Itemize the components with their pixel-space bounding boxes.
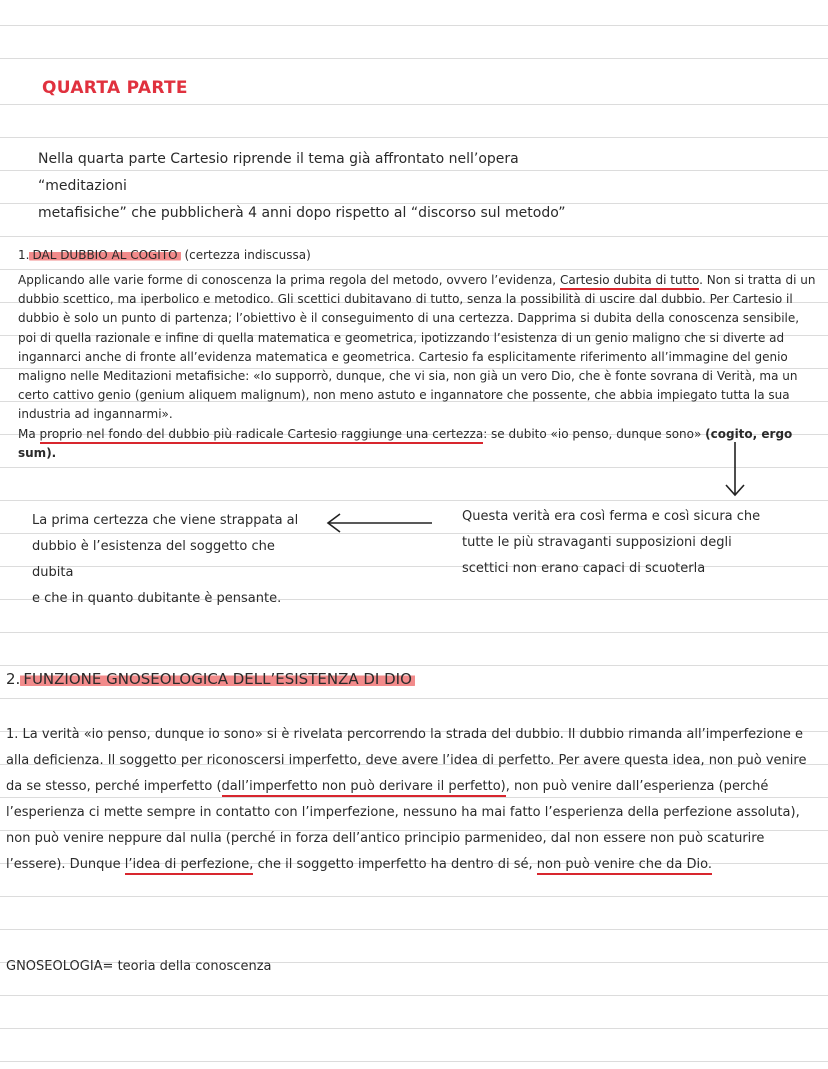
section1-subheading: (certezza indiscussa) [184, 248, 311, 262]
note-line: dubbio è l’esistenza del soggetto che dubita [32, 539, 275, 580]
section2-body [6, 722, 818, 878]
section2-number: 2. [6, 670, 21, 688]
note-line: e che in quanto dubitante è pensante. [32, 591, 282, 606]
underlined-phrase: dall’imperfetto non può derivare il perfetto) [222, 779, 506, 797]
note-line: scettici non erano capaci di scuoterla [462, 561, 706, 576]
section1-title-highlight: DAL DUBBIO AL COGITO [29, 248, 180, 262]
body-text: : se dubito «io penso, dunque sono» [483, 426, 706, 441]
section1-number: 1. [18, 248, 30, 262]
underlined-phrase: l’idea di perfezione, [125, 857, 254, 875]
section-title: QUARTA PARTE [42, 78, 188, 98]
note-line: Questa verità era così ferma e così sicura che [462, 509, 761, 524]
body-text: . Non si tratta di un dubbio scettico, ma iperbolico e metodico. Gli scettici dubitavano di tutto, senza la possibilità di uscire dal dubbio. Per Cartesio il dubbio è solo un punto di partenza; l’obiettivo è il conseguimento di una certezza. Dapprima si dubita della conoscenza sensibile, poi di quella razionale e infine di quella matematica e geometrica, ipotizzando l’esistenza di un genio maligno che si diverte ad ingannarci anche di fronte all’evidenza matematica e geometrica. Cartesio fa esplicitamente riferimento all’immagine del genio maligno nelle Meditazioni metafisiche: «Io supporrò, dunque, che vi sia, non già un vero Dio, che è fonte sovrana di Verità, ma un certo cattivo genio (genium aliquem malignum), non meno astuto e ingannatore che possente, che abbia impiegato tutta la sua industria ad ingannarmi». [18, 273, 816, 422]
body-text: che il soggetto imperfetto ha dentro di sé, [253, 857, 537, 872]
intro-line: metafisiche” che pubblicherà 4 anni dopo rispetto al “discorso sul metodo” [38, 205, 566, 221]
left-arrow-icon [326, 512, 436, 534]
underlined-phrase: proprio nel fondo del dubbio più radicale Cartesio raggiunge una certezza [40, 427, 484, 444]
note-line: tutte le più stravaganti supposizioni degli [462, 535, 732, 550]
cogito-bold: (cogito, ergo sum). [18, 426, 793, 460]
body-text: Ma [18, 426, 40, 441]
intro-paragraph [38, 146, 598, 227]
underlined-phrase: Cartesio dubita di tutto [560, 273, 699, 290]
definition-note: GNOSEOLOGIA= teoria della conoscenza [6, 959, 272, 974]
body-text: Applicando alle varie forme di conoscenza la prima regola del metodo, ovvero l’evidenza, [18, 273, 560, 287]
section2-title-highlight: FUNZIONE GNOSEOLOGICA DELL’ESISTENZA DI DIO [20, 670, 415, 688]
section1-body [18, 271, 818, 463]
body-text: , non può venire dall’esperienza (perché l’esperienza ci mette sempre in contatto con l’imperfezione, nessuno ha mai fatto l’esperienza della perfezione assoluta), non può venire neppure dal nulla (perché in forza dell’antico principio parmenideo, dal non essere non può scaturire l’essere). Dunque [6, 779, 800, 872]
section1-heading [18, 248, 311, 262]
left-note [32, 508, 312, 612]
underlined-phrase: non può venire che da Dio. [537, 857, 712, 875]
intro-line: Nella quarta parte Cartesio riprende il tema già affrontato nell’opera “meditazioni [38, 151, 519, 194]
section2-heading [6, 670, 415, 688]
down-arrow-icon [724, 440, 746, 498]
note-line: La prima certezza che viene strappata al [32, 513, 299, 528]
right-note [462, 504, 772, 582]
body-text: 1. La verità «io penso, dunque io sono» si è rivelata percorrendo la strada del dubbio. Il dubbio rimanda all’imperfezione e alla deficienza. Il soggetto per riconoscersi imperfetto, deve avere l’idea di perfetto. Per avere questa idea, non può venire da se stesso, perché imperfetto ( [6, 727, 807, 794]
